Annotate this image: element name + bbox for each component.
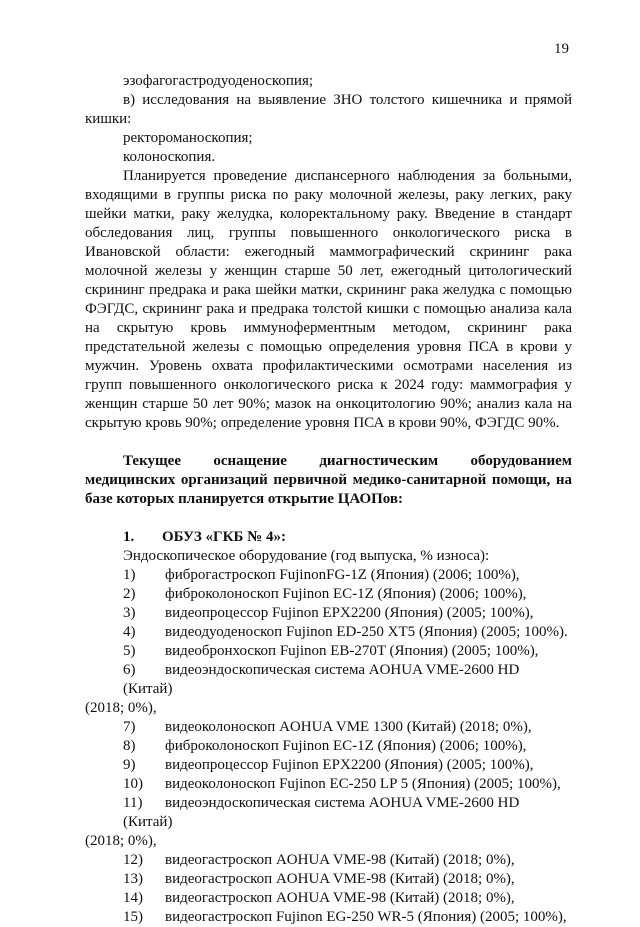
list-item-text: видеогастроскоп AOHUA VME-98 (Китай) (2018; 0%), xyxy=(165,890,515,906)
list-item-number: 15) xyxy=(123,909,143,925)
list-item-number: 8) xyxy=(123,738,136,754)
list-item-number: 11) xyxy=(123,795,143,811)
list-item-text: фиброгастроскоп FujinonFG-1Z (Япония) (2006; 100%), xyxy=(165,567,520,583)
list-item xyxy=(85,908,572,927)
section-heading: Текущее оснащение диагностическим оборудованием медицинских организаций первичной медико-санитарной помощи, на базе которых планируется открытие ЦАОПов: xyxy=(85,453,572,507)
list-item xyxy=(85,775,572,794)
intro-rectoscopy: ректороманоскопия; xyxy=(123,130,253,146)
list-item-text: видеоэндоскопическая система AOHUA VME-2600 HD (Китай) xyxy=(123,795,520,830)
list-item-text: видеоэндоскопическая система AOHUA VME-2600 HD (Китай) xyxy=(123,662,520,697)
list-item-text: видеобронхоскоп Fujinon EB-270T (Япония) (2005; 100%), xyxy=(165,643,539,659)
list-item-number: 2) xyxy=(123,586,136,602)
list-item xyxy=(85,794,572,851)
list-item-text: видеогастроскоп Fujinon EG-250 WR-5 (Япония) (2005; 100%), xyxy=(165,909,567,925)
equipment-intro: Эндоскопическое оборудование (год выпуска, % износа): xyxy=(123,548,490,564)
list-item-text: видеопроцессор Fujinon EPX2200 (Япония) (2005; 100%), xyxy=(165,757,534,773)
list-item-text: видеоколоноскоп AOHUA VME 1300 (Китай) (2018; 0%), xyxy=(165,719,532,735)
list-item-number: 12) xyxy=(123,852,143,868)
list-item-text: видеогастроскоп AOHUA VME-98 (Китай) (2018; 0%), xyxy=(165,852,515,868)
list-item xyxy=(85,870,572,889)
list-item-number: 10) xyxy=(123,776,143,792)
list-item-number: 4) xyxy=(123,624,136,640)
organization-title xyxy=(85,528,572,547)
document-body xyxy=(85,72,572,927)
list-item xyxy=(85,585,572,604)
list-item xyxy=(85,642,572,661)
list-item xyxy=(85,623,572,642)
list-item-continuation: (2018; 0%), xyxy=(85,833,157,849)
list-item-number: 3) xyxy=(123,605,136,621)
list-item xyxy=(85,604,572,623)
intro-item-v: в) исследования на выявление ЗНО толстого кишечника и прямой кишки: xyxy=(85,92,572,127)
list-item-number: 9) xyxy=(123,757,136,773)
screening-paragraph: Планируется проведение диспансерного наблюдения за больными, входящими в группы риска по раку молочной железы, раку легких, раку шейки матки, раку желудка, колоректальному раку. Введение в стандарт обследования лиц, группы повышенного онкологического риска в Ивановской области: ежегодный маммографический скрининг рака молочной железы у женщин старше 50 лет, ежегодный цитологический скрининг предрака и рака шейки матки, скрининг рака желудка с помощью ФЭГДС, скрининг рака и предрака толстой кишки с помощью анализа кала на скрытую кровь иммуноферментным методом, скрининг рака предстательной железы с помощью определения уровня ПСА в крови у мужчин. Уровень охвата профилактическими осмотрами населения из групп повышенного онкологического риска к 2024 году: маммография у женщин старше 50 лет 90%; мазок на онкоцитологию 90%; анализ кала на скрытую кровь 90%; определение уровня ПСА в крови 90%, ФЭГДС 90%. xyxy=(85,168,572,431)
organization-number: 1. xyxy=(123,529,135,545)
list-item-text: фиброколоноскоп Fujinon EC-1Z (Япония) (2006; 100%), xyxy=(165,738,527,754)
list-item-number: 1) xyxy=(123,567,136,583)
list-item-text: видеодуоденоскоп Fujinon ED-250 XT5 (Япония) (2005; 100%). xyxy=(165,624,568,640)
list-item-continuation: (2018; 0%), xyxy=(85,700,157,716)
list-item-text: видеоколоноскоп Fujinon EC-250 LP 5 (Япония) (2005; 100%), xyxy=(165,776,561,792)
list-item-text: видеопроцессор Fujinon EPX2200 (Япония) (2005; 100%), xyxy=(165,605,534,621)
list-item xyxy=(85,737,572,756)
intro-egd: эзофагогастродуоденоскопия; xyxy=(123,73,314,89)
organization-name: ОБУЗ «ГКБ № 4»: xyxy=(162,529,286,545)
list-item-text: видеогастроскоп AOHUA VME-98 (Китай) (2018; 0%), xyxy=(165,871,515,887)
page-number: 19 xyxy=(554,41,569,57)
intro-colonoscopy: колоноскопия. xyxy=(123,149,216,165)
list-item xyxy=(85,718,572,737)
list-item xyxy=(85,661,572,718)
list-item xyxy=(85,756,572,775)
list-item-number: 5) xyxy=(123,643,136,659)
list-item xyxy=(85,566,572,585)
list-item-number: 13) xyxy=(123,871,143,887)
list-item-number: 14) xyxy=(123,890,143,906)
list-item-number: 6) xyxy=(123,662,136,678)
list-item xyxy=(85,889,572,908)
list-item xyxy=(85,851,572,870)
list-item-number: 7) xyxy=(123,719,136,735)
list-item-text: фиброколоноскоп Fujinon EC-1Z (Япония) (2006; 100%), xyxy=(165,586,527,602)
